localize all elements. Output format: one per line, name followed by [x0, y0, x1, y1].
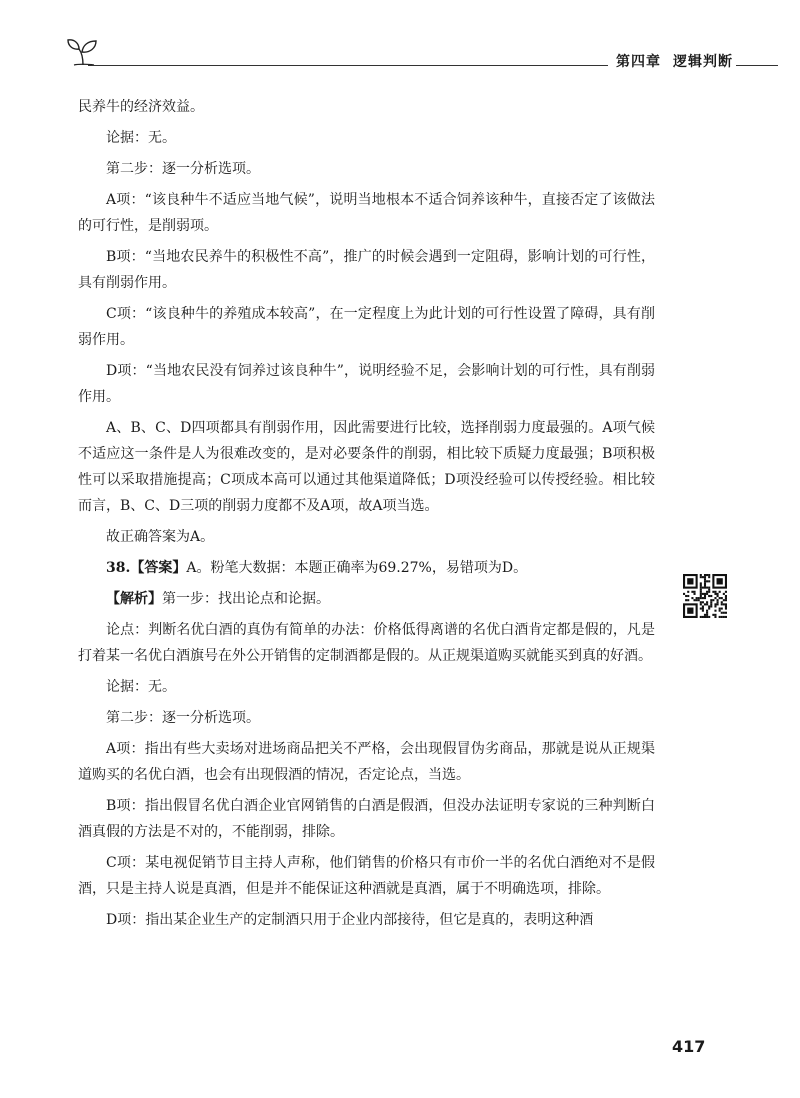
paragraph-text: 论据：无。: [106, 130, 176, 146]
paragraph-text: B项：指出假冒名优白酒企业官网销售的白酒是假酒，但没办法证明专家说的三种判断白酒真假的方法是不对的，不能削弱，排除。: [78, 798, 655, 840]
paragraph-text: 故正确答案为A。: [106, 529, 215, 545]
paragraph-text: D项：指出某企业生产的定制酒只用于企业内部接待，但它是真的，表明这种酒: [106, 912, 594, 928]
paragraph-text: B项：“当地农民养牛的积极性不高”，推广的时候会遇到一定阻碍，影响计划的可行性，具有削弱作用。: [78, 249, 655, 291]
header-rule-right: [736, 65, 778, 66]
body-paragraph: [78, 244, 655, 296]
page-number: 417: [672, 1037, 706, 1056]
paragraph-text: 第一步：找出论点和论据。: [162, 591, 330, 607]
body-paragraph: [78, 617, 655, 669]
page-header: [60, 36, 778, 76]
body-paragraph: [78, 524, 655, 550]
paragraph-text: A、B、C、D四项都具有削弱作用，因此需要进行比较，选择削弱力度最强的。A项气候不适应这一条件是人为很难改变的，是对必要条件的削弱，相比较下质疑力度最强；B项积极性可以采取措施提高；C项成本高可以通过其他渠道降低；D项没经验可以传授经验。相比较而言，B、C、D三项的削弱力度都不及A项，故A项当选。: [78, 420, 655, 514]
body-paragraph: [78, 187, 655, 239]
paragraph-text: A。粉笔大数据：本题正确率为69.27%，易错项为D。: [186, 560, 528, 576]
answer-label: 【解析】: [106, 591, 162, 607]
chapter-title: 逻辑判断: [673, 54, 733, 70]
paragraph-text: 论据：无。: [106, 679, 176, 695]
page-body: [78, 94, 655, 938]
sprout-leaf-icon: [66, 36, 100, 66]
chapter-heading: [616, 51, 733, 71]
body-paragraph: [78, 907, 655, 933]
qr-code-icon: [683, 574, 727, 618]
body-paragraph: [78, 94, 655, 120]
header-rule-left: [88, 65, 608, 66]
paragraph-text: D项：“当地农民没有饲养过该良种牛”，说明经验不足，会影响计划的可行性，具有削弱作用。: [78, 363, 655, 405]
chapter-number: 第四章: [616, 54, 661, 70]
body-paragraph: [78, 415, 655, 519]
body-paragraph: [78, 793, 655, 845]
paragraph-text: 民养牛的经济效益。: [78, 99, 204, 115]
body-paragraph: [78, 358, 655, 410]
body-paragraph: [78, 674, 655, 700]
paragraph-text: 第二步：逐一分析选项。: [106, 710, 260, 726]
body-paragraph: [78, 705, 655, 731]
body-paragraph: [78, 555, 655, 581]
paragraph-text: C项：某电视促销节目主持人声称，他们销售的价格只有市价一半的名优白酒绝对不是假酒，只是主持人说是真酒，但是并不能保证这种酒就是真酒，属于不明确选项，排除。: [78, 855, 655, 897]
paragraph-text: 第二步：逐一分析选项。: [106, 161, 260, 177]
paragraph-text: A项：指出有些大卖场对进场商品把关不严格，会出现假冒伪劣商品，那就是说从正规渠道购买的名优白酒，也会有出现假酒的情况，否定论点，当选。: [78, 741, 655, 783]
body-paragraph: [78, 301, 655, 353]
body-paragraph: [78, 586, 655, 612]
paragraph-text: 论点：判断名优白酒的真伪有简单的办法：价格低得离谱的名优白酒肯定都是假的，凡是打着某一名优白酒旗号在外公开销售的定制酒都是假的。从正规渠道购买就能买到真的好酒。: [78, 622, 655, 664]
answer-label: 38.【答案】: [106, 560, 187, 576]
body-paragraph: [78, 156, 655, 182]
body-paragraph: [78, 125, 655, 151]
body-paragraph: [78, 736, 655, 788]
paragraph-text: C项：“该良种牛的养殖成本较高”，在一定程度上为此计划的可行性设置了障碍，具有削弱作用。: [78, 306, 655, 348]
paragraph-text: A项：“该良种牛不适应当地气候”，说明当地根本不适合饲养该种牛，直接否定了该做法的可行性，是削弱项。: [78, 192, 655, 234]
body-paragraph: [78, 850, 655, 902]
